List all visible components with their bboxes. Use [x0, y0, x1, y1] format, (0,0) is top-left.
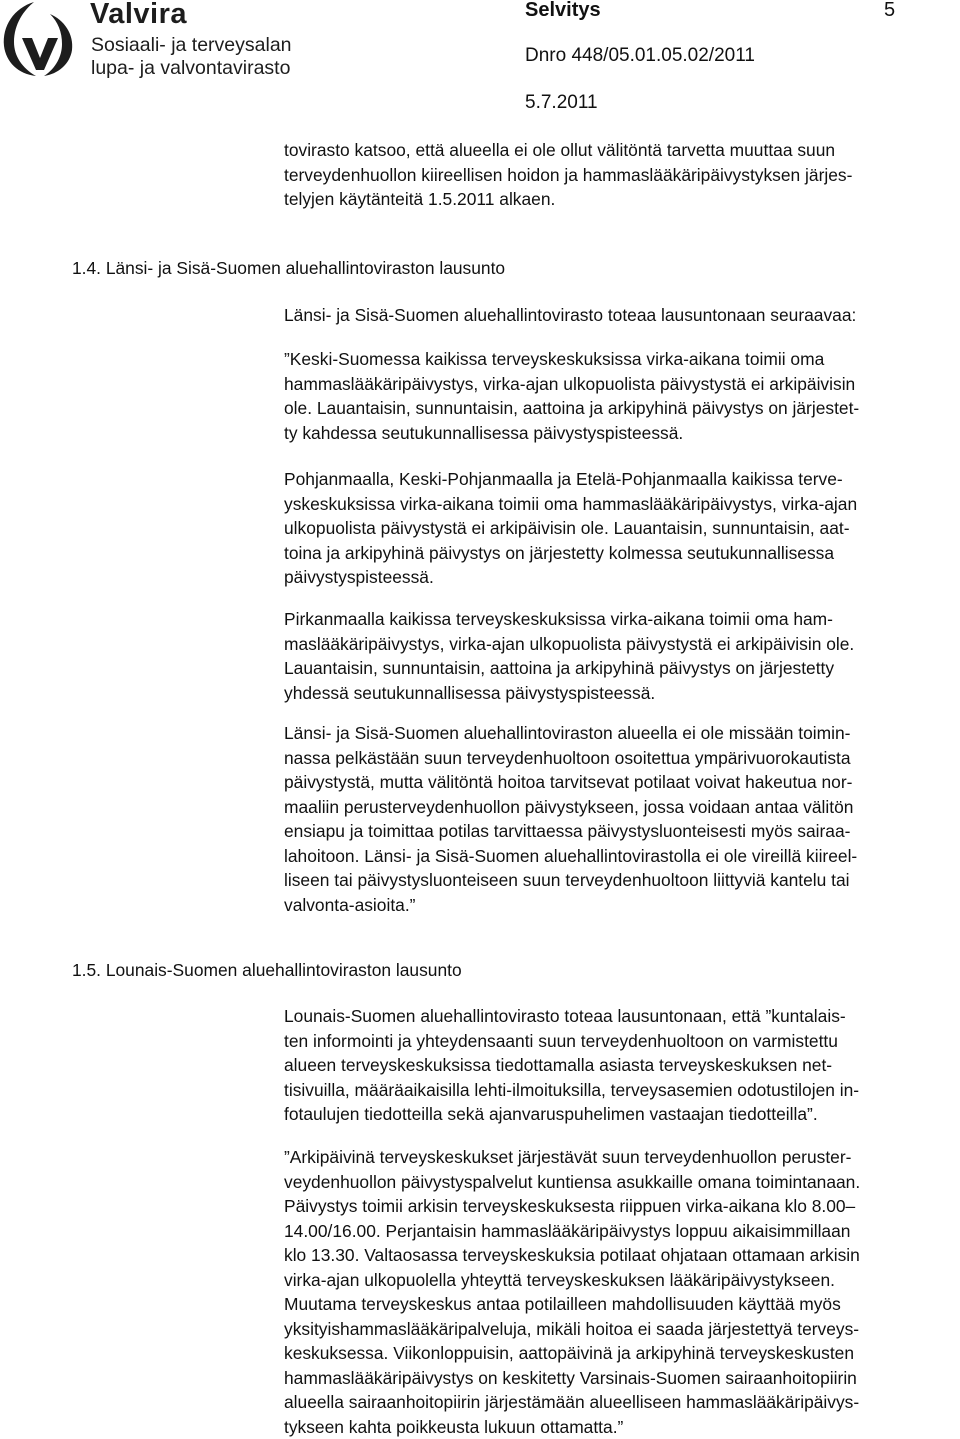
text-line: ten informointi ja yhteydensaanti suun terveydenhuoltoon on varmistettu	[284, 1029, 960, 1054]
paragraph-pohjanmaa	[284, 467, 960, 590]
paragraph-lansi-intro	[284, 303, 960, 328]
section-heading-1-5: 1.5. Lounais-Suomen aluehallintoviraston lausunto	[72, 958, 462, 983]
document-type: Selvitys	[525, 0, 601, 22]
text-line: tisivuilla, määräaikaisilla lehti-ilmoituksilla, terveysasemien odotustilojen in-	[284, 1078, 960, 1103]
text-line: liseen tai päivystysluonteiseen suun terveydenhuoltoon liittyviä kantelu tai	[284, 868, 960, 893]
text-line: päivystyspisteessä.	[284, 565, 960, 590]
text-line: fotaulujen tiedotteilla sekä ajanvaruspuhelimen vastaajan tiedotteilla”.	[284, 1102, 960, 1127]
text-line: toina ja arkipyhinä päivystys on järjestetty kolmessa seutukunnallisessa	[284, 541, 960, 566]
text-line: Länsi- ja Sisä-Suomen aluehallintovirasto toteaa lausuntonaan seuraavaa:	[284, 303, 960, 328]
text-line: ”Keski-Suomessa kaikissa terveyskeskuksissa virka-aikana toimii oma	[284, 347, 960, 372]
text-line: ulkopuolista päivystystä ei arkipäivisin ole. Lauantaisin, sunnuntaisin, aat-	[284, 516, 960, 541]
paragraph-pirkanmaa	[284, 607, 960, 705]
logo-wordmark: Valvira	[90, 0, 187, 31]
text-line: Muutama terveyskeskus antaa potilailleen mahdollisuuden käyttää myös	[284, 1292, 960, 1317]
text-line: alueen terveyskeskuksissa tiedottamalla asiasta terveyskeskuksen net-	[284, 1053, 960, 1078]
text-line: ”Arkipäivinä terveyskeskukset järjestävät suun terveydenhuollon peruster-	[284, 1145, 960, 1170]
valvira-logo	[0, 0, 280, 80]
logo-subtitle-line2: lupa- ja valvontavirasto	[91, 57, 290, 80]
text-line: klo 13.30. Valtaosassa terveyskeskuksia potilaat ohjataan ottamaan arkisin	[284, 1243, 960, 1268]
text-line: 14.00/16.00. Perjantaisin hammaslääkäripäivystys loppuu aikaisimmillaan	[284, 1219, 960, 1244]
text-line: Pirkanmaalla kaikissa terveyskeskuksissa virka-aikana toimii oma ham-	[284, 607, 960, 632]
text-line: Pohjanmaalla, Keski-Pohjanmaalla ja Etelä-Pohjanmaalla kaikissa terve-	[284, 467, 960, 492]
text-line: terveydenhuollon kiireellisen hoidon ja hammaslääkäripäivystyksen järjes-	[284, 163, 960, 188]
text-line: yhdessä seutukunnallisessa päivystyspisteessä.	[284, 681, 960, 706]
text-line: virka-ajan ulkopuolella yhteyttä terveyskeskuksen lääkäripäivystykseen.	[284, 1268, 960, 1293]
text-line: Päivystys toimii arkisin terveyskeskuksesta riippuen virka-aikana klo 8.00–	[284, 1194, 960, 1219]
text-line: valvonta-asioita.”	[284, 893, 960, 918]
text-line: telyjen käytänteitä 1.5.2011 alkaen.	[284, 187, 960, 212]
text-line: hammaslääkäripäivystys, virka-ajan ulkopuolista päivystystä ei arkipäivisin	[284, 372, 960, 397]
text-line: hammaslääkäripäivystys on keskitetty Varsinais-Suomen sairaanhoitopiirin	[284, 1366, 960, 1391]
text-line: nassa pelkästään suun terveydenhuoltoon osoitettua ympärivuorokautista	[284, 746, 960, 771]
text-line: veydenhuollon päivystyspalvelut kuntiensa asukkaille omana toimintanaan.	[284, 1170, 960, 1195]
text-line: ensiapu ja toimittaa potilas tarvittaessa päivystysluonteisesti myös sairaa-	[284, 819, 960, 844]
logo-subtitle-line1: Sosiaali- ja terveysalan	[91, 34, 292, 57]
text-line: alueella sairaanhoitopiirin järjestämään alueelliseen hammaslääkäripäivys-	[284, 1390, 960, 1415]
text-line: yksityishammaslääkäripalveluja, mikäli hoitoa ei saada järjestettyä terveys-	[284, 1317, 960, 1342]
paragraph-lansi-summary	[284, 721, 960, 917]
text-line: tovirasto katsoo, että alueella ei ole ollut välitöntä tarvetta muuttaa suun	[284, 138, 960, 163]
text-line: Länsi- ja Sisä-Suomen aluehallintoviraston alueella ei ole missään toimin-	[284, 721, 960, 746]
text-line: Lounais-Suomen aluehallintovirasto toteaa lausuntonaan, että ”kuntalais-	[284, 1004, 960, 1029]
paragraph-arkipaivina	[284, 1145, 960, 1439]
paragraph-lounais-intro	[284, 1004, 960, 1127]
text-line: lahoitoon. Länsi- ja Sisä-Suomen aluehallintovirastolla ei ole vireillä kiireel-	[284, 844, 960, 869]
text-line: yskeskuksissa virka-aikana toimii oma hammaslääkäripäivystys, virka-ajan	[284, 492, 960, 517]
text-line: keskuksessa. Viikonloppuisin, aattopäivinä ja arkipyhinä terveyskeskusten	[284, 1341, 960, 1366]
page-number: 5	[884, 0, 895, 22]
text-line: Lauantaisin, sunnuntaisin, aattoina ja arkipyhinä päivystys on järjestetty	[284, 656, 960, 681]
text-line: tykseen kahta poikkeusta lukuun ottamatta.”	[284, 1415, 960, 1439]
text-line: maaliin perusterveydenhuollon päivystykseen, jossa voidaan antaa välitön	[284, 795, 960, 820]
valvira-logo-mark-icon	[0, 0, 80, 78]
section-heading-1-4: 1.4. Länsi- ja Sisä-Suomen aluehallintoviraston lausunto	[72, 256, 505, 281]
text-line: päivystystä, mutta välitöntä hoitoa tarvitsevat potilaat voivat hakeutua nor-	[284, 770, 960, 795]
text-line: ty kahdessa seutukunnallisessa päivystyspisteessä.	[284, 421, 960, 446]
text-line: maslääkäripäivystys, virka-ajan ulkopuolista päivystystä ei arkipäivisin ole.	[284, 632, 960, 657]
document-date: 5.7.2011	[525, 92, 598, 114]
paragraph-keski-suomi	[284, 347, 960, 445]
text-line: ole. Lauantaisin, sunnuntaisin, aattoina ja arkipyhinä päivystys on järjestet-	[284, 396, 960, 421]
document-number: Dnro 448/05.01.05.02/2011	[525, 45, 755, 67]
paragraph-intro	[284, 138, 960, 212]
